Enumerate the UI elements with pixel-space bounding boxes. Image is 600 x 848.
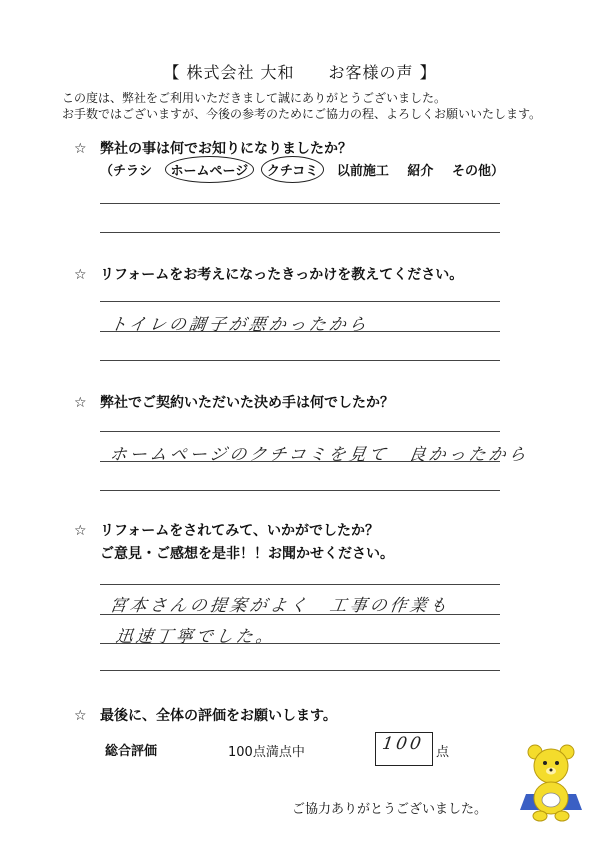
star-icon: ☆	[74, 395, 87, 411]
handwritten-answer-2: トイレの調子が悪かったから	[108, 315, 371, 335]
star-icon: ☆	[74, 708, 87, 724]
answer-line	[100, 490, 500, 491]
answer-line	[100, 232, 500, 233]
question-5	[74, 705, 337, 725]
answer-line	[100, 203, 500, 204]
option-flyer: （チラシ	[100, 164, 153, 179]
page-title: 【 株式会社 大和 お客様の声 】	[163, 63, 437, 82]
answer-line	[100, 431, 500, 432]
answer-line	[100, 614, 500, 615]
answer-line	[100, 643, 500, 644]
option-other: その他）	[451, 164, 504, 179]
bear-mascot-icon	[516, 742, 586, 824]
intro-line-1: この度は、弊社をご利用いただきまして誠にありがとうございました。	[62, 91, 447, 105]
answer-line	[100, 670, 500, 671]
question-3-text: 弊社でご契約いただいた決め手は何でしたか？	[100, 395, 394, 411]
star-icon: ☆	[74, 141, 87, 157]
score-scale-label: 100点満点中	[228, 745, 305, 760]
question-3	[74, 392, 394, 412]
handwritten-answer-4-line-1: 宮本さんの提案がよく 工事の作業も	[108, 596, 452, 616]
question-2	[74, 264, 463, 284]
star-icon: ☆	[74, 523, 87, 539]
thank-you-message: ご協力ありがとうございました。	[292, 802, 488, 817]
option-previous-work: 以前施工	[336, 164, 389, 179]
question-4-text-2: ご意見・ご感想を是非！！お聞かせください。	[100, 546, 394, 562]
option-word-of-mouth-circled: クチコミ	[267, 160, 318, 179]
question-2-text: リフォームをお考えになったきっかけを教えてください。	[100, 267, 464, 283]
question-4	[74, 520, 379, 540]
question-5-text: 最後に、全体の評価をお願いします。	[100, 708, 337, 724]
answer-line	[100, 461, 500, 462]
answer-line	[100, 331, 500, 332]
intro-line-2: お手数ではございますが、今後の参考のためにご協力の程、よろしくお願いいたします。	[62, 107, 542, 121]
answer-line	[100, 301, 500, 302]
handwritten-answer-3: ホームページのクチコミを見て 良かったから	[108, 445, 531, 465]
question-4-text: リフォームをされてみて、いかがでしたか？	[100, 523, 380, 539]
question-1-text: 弊社の事は何でお知りになりましたか？	[100, 141, 352, 157]
answer-line	[100, 584, 500, 585]
source-options	[100, 160, 518, 179]
handwritten-score: 100	[380, 734, 426, 754]
score-unit: 点	[436, 745, 450, 760]
answer-line	[100, 360, 500, 361]
star-icon: ☆	[74, 267, 87, 283]
question-1	[74, 138, 352, 158]
option-referral: 紹介	[407, 164, 434, 179]
handwritten-answer-4-line-2: 迅速丁寧でした。	[114, 627, 278, 647]
overall-rating-label: 総合評価	[105, 744, 158, 759]
option-homepage-circled: ホームページ	[171, 160, 249, 179]
